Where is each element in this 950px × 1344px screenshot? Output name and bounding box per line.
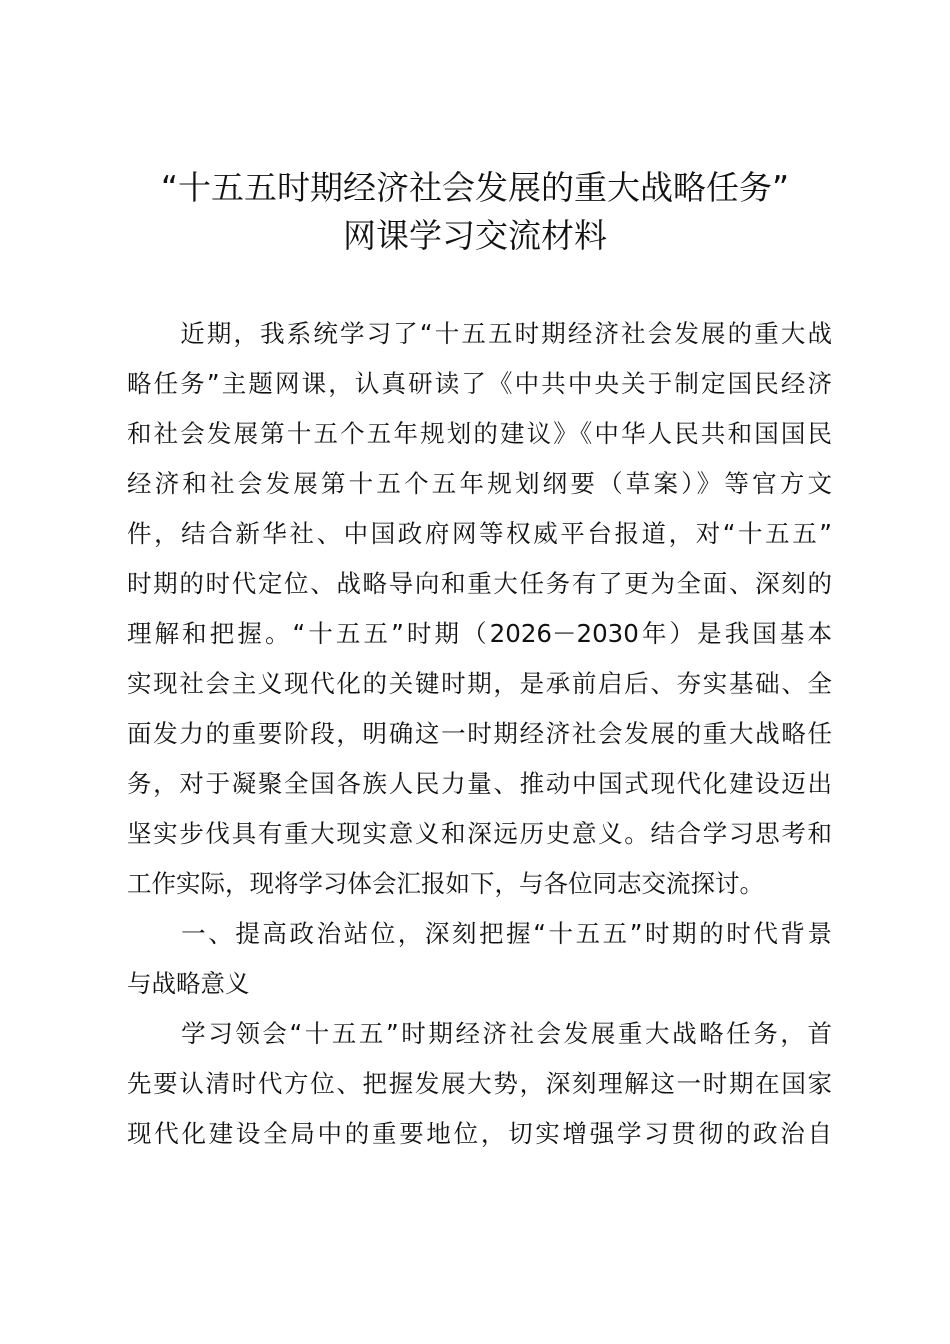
text-line: 实现社会主义现代化的关键时期，是承前启后、夯实基础、全 — [127, 669, 832, 698]
text-line: 件，结合新华社、中国政府网等权威平台报道，对“十五五” — [127, 519, 832, 548]
text-line: 近期，我系统学习了“十五五时期经济社会发展的重大战 — [127, 319, 832, 348]
title-line-2: 网课学习交流材料 — [343, 216, 607, 255]
text-line: 略任务”主题网课，认真研读了《中共中央关于制定国民经济 — [127, 369, 832, 398]
section-heading-1 — [127, 909, 832, 1009]
text-line: 先要认清时代方位、把握发展大势，深刻理解这一时期在国家 — [127, 1069, 832, 1098]
text-line: 面发力的重要阶段，明确这一时期经济社会发展的重大战略任 — [127, 719, 832, 748]
document-title — [0, 164, 950, 260]
text-line: 坚实步伐具有重大现实意义和深远历史意义。结合学习思考和 — [127, 819, 832, 848]
text-line: 理解和把握。“十五五”时期（2026－2030年）是我国基本 — [127, 619, 832, 648]
text-line: 学习领会“十五五”时期经济社会发展重大战略任务，首 — [127, 1019, 832, 1048]
intro-paragraph — [127, 309, 832, 909]
section-1-paragraph — [127, 1009, 832, 1159]
text-line: 时期的时代定位、战略导向和重大任务有了更为全面、深刻的 — [127, 569, 832, 598]
heading-line: 与战略意义 — [127, 969, 250, 998]
text-line: 经济和社会发展第十五个五年规划纲要（草案）》等官方文 — [127, 469, 832, 498]
text-line: 现代化建设全局中的重要地位，切实增强学习贯彻的政治自 — [127, 1119, 832, 1148]
heading-line: 一、提高政治站位，深刻把握“十五五”时期的时代背景 — [127, 919, 832, 948]
text-line: 和社会发展第十五个五年规划的建议》《中华人民共和国国民 — [127, 419, 832, 448]
text-line: 工作实际，现将学习体会汇报如下，与各位同志交流探讨。 — [127, 869, 764, 898]
title-line-1: “十五五时期经济社会发展的重大战略任务” — [160, 168, 790, 207]
document-body — [127, 309, 832, 1159]
text-line: 务，对于凝聚全国各族人民力量、推动中国式现代化建设迈出 — [127, 769, 832, 798]
